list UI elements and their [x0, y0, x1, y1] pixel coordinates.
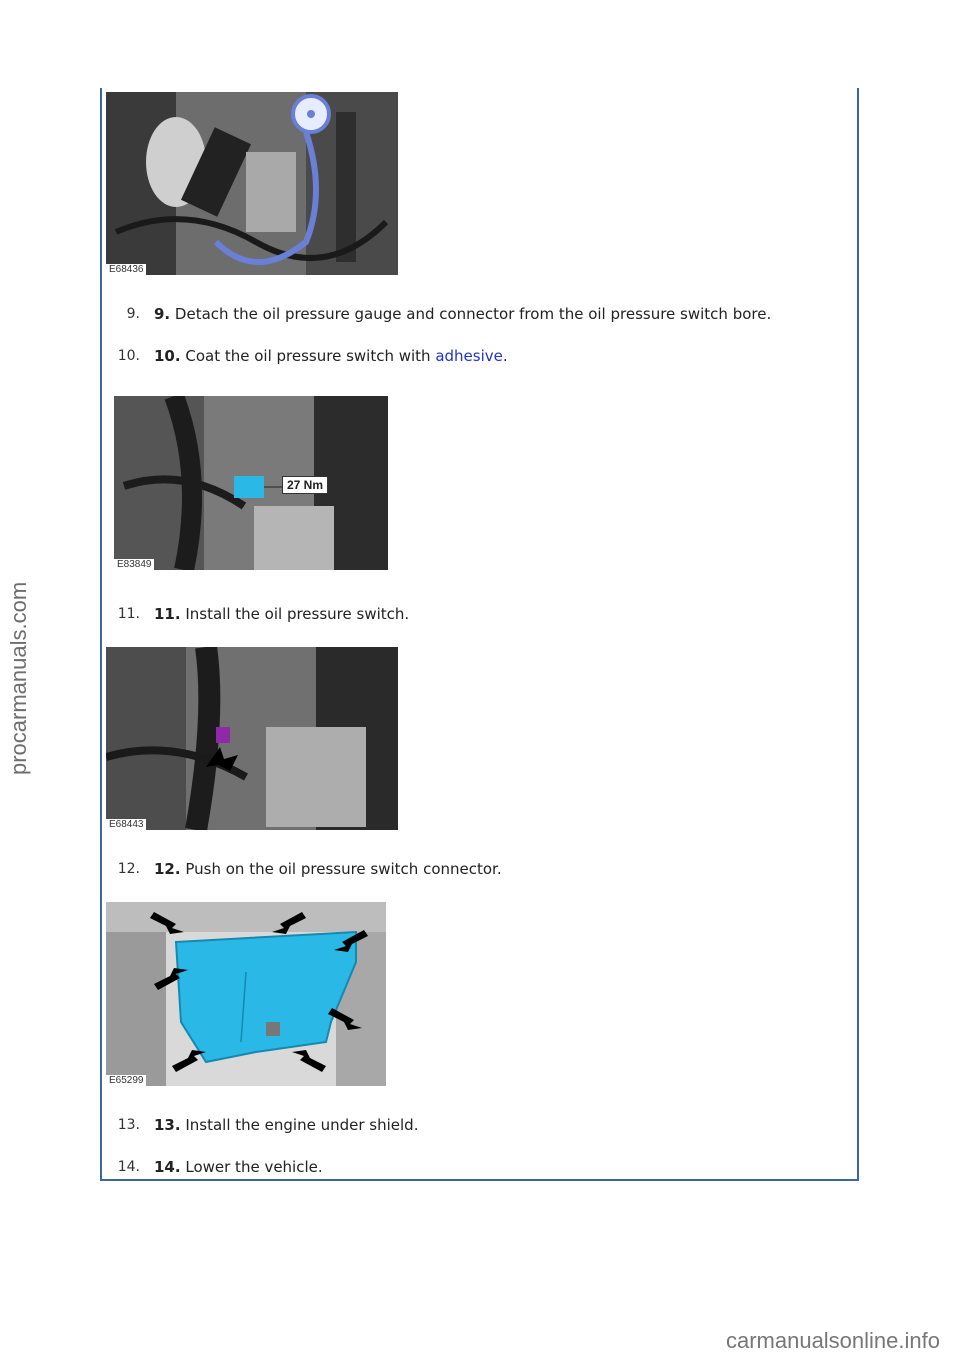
step-bold-number: 11. — [154, 605, 181, 623]
step-bold-number: 13. — [154, 1116, 181, 1134]
step-14 — [102, 1157, 861, 1177]
step-number: 9. — [126, 306, 140, 322]
step-bold-number: 10. — [154, 347, 181, 365]
step-10 — [102, 346, 861, 366]
figure-code: E83849 — [114, 559, 154, 570]
step-12 — [102, 859, 861, 879]
figure-code: E65299 — [106, 1075, 146, 1086]
adhesive-link[interactable]: adhesive — [435, 347, 503, 365]
figure-oil-pressure-switch-connector — [106, 647, 398, 830]
step-bold-number: 12. — [154, 860, 181, 878]
torque-callout: 27 Nm — [282, 476, 328, 494]
figure-oil-pressure-gauge — [106, 92, 398, 275]
engine-photo — [114, 396, 388, 570]
figure-code: E68436 — [106, 264, 146, 275]
step-bold-number: 14. — [154, 1158, 181, 1176]
content-frame — [100, 88, 859, 1181]
step-instruction: Push on the oil pressure switch connector. — [185, 860, 502, 878]
bottom-watermark: carmanualsonline.info — [725, 1328, 940, 1353]
step-number: 11. — [117, 606, 140, 622]
step-text — [154, 859, 502, 879]
figure-engine-under-shield — [106, 902, 386, 1086]
step-11 — [102, 604, 861, 624]
step-instruction: Lower the vehicle. — [185, 1158, 323, 1176]
step-text — [154, 304, 771, 324]
step-instruction: Install the oil pressure switch. — [185, 605, 410, 623]
step-instruction-end: . — [502, 347, 508, 365]
step-number: 13. — [117, 1117, 140, 1133]
side-watermark: procarmanuals.com — [6, 581, 31, 775]
step-number: 14. — [117, 1159, 140, 1175]
engine-photo — [106, 92, 398, 275]
step-text — [154, 1115, 418, 1135]
step-instruction: Detach the oil pressure gauge and connector from the oil pressure switch bore. — [174, 305, 772, 323]
step-instruction: Coat the oil pressure switch with — [185, 347, 436, 365]
step-13 — [102, 1115, 861, 1135]
step-instruction: Install the engine under shield. — [185, 1116, 419, 1134]
step-text — [154, 604, 409, 624]
step-number: 10. — [117, 348, 140, 364]
figure-oil-pressure-switch-torque — [114, 396, 388, 570]
figure-code: E68443 — [106, 819, 146, 830]
engine-photo — [106, 647, 398, 830]
step-9 — [102, 304, 861, 324]
step-bold-number: 9. — [154, 305, 171, 323]
step-number: 12. — [117, 861, 140, 877]
under-shield-photo — [106, 902, 386, 1086]
step-text — [154, 1157, 323, 1177]
step-text — [154, 346, 508, 366]
